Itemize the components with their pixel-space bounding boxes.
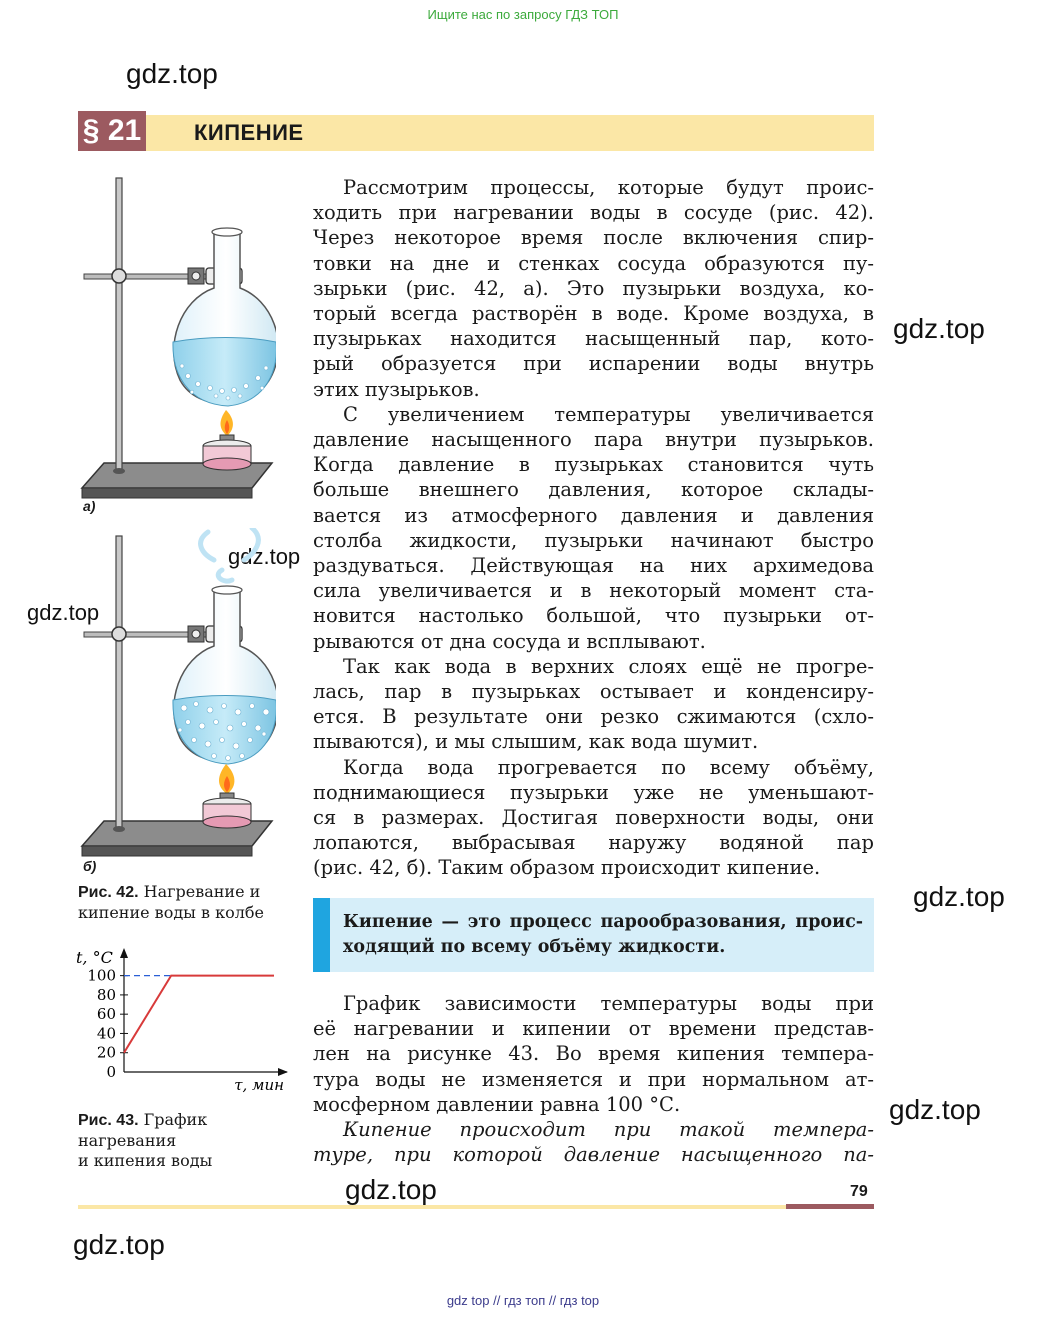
text-line: товки на дне и стенках сосуда образуются пу- xyxy=(313,251,874,275)
definition-line: Кипение — это процесс парообразования, проис- xyxy=(343,912,863,932)
text-line: раздуваться. Действующая на них архимедова xyxy=(313,554,874,578)
text-line: вается из атмосферного давления и давления xyxy=(313,503,874,527)
text-line: зырьки (рис. 42, а). Это пузырьки воздуха, ко- xyxy=(313,276,874,300)
text-line: ходить при нагревании воды в сосуде (рис. 42). xyxy=(313,201,874,225)
text-line: Так как вода в верхних слоях ещё не прогре- xyxy=(343,654,874,678)
text-line: ся в размерах. Достигая поверхности воды, они xyxy=(313,806,874,830)
y-tick-label: 60 xyxy=(96,1005,116,1024)
footer-line xyxy=(78,1205,786,1209)
text-line: этих пузырьков. xyxy=(313,377,480,401)
watermark: gdz.top xyxy=(228,544,301,569)
text-line: пываются), и мы слышим, как вода шумит. xyxy=(313,730,759,754)
x-axis-label: τ, мин xyxy=(234,1076,284,1094)
y-tick-label: 100 xyxy=(87,966,116,985)
y-tick-label: 40 xyxy=(96,1024,116,1043)
caption-line: нагревания xyxy=(78,1131,177,1150)
text-line: тура воды не изменяется и при нормальном ат- xyxy=(313,1067,874,1091)
definition-accent xyxy=(313,898,330,972)
page-number: 79 xyxy=(850,1183,868,1200)
search-banner[interactable]: Ищите нас по запросу ГДЗ ТОП xyxy=(427,7,619,22)
text-line: больше внешнего давления, которое склады- xyxy=(313,478,874,502)
text-line: лен на рисунке 43. Во время кипения темпера- xyxy=(313,1042,874,1066)
section-number: § 21 xyxy=(78,111,146,151)
x-axis-arrow xyxy=(278,1068,288,1076)
y-axis-label: t, °C xyxy=(76,948,113,967)
footer-accent xyxy=(786,1204,874,1209)
watermark: gdz.top xyxy=(126,58,218,89)
text-line: сила увеличивается и в некоторый момент ста- xyxy=(313,579,874,603)
caption-line xyxy=(78,882,264,903)
bottom-links[interactable]: gdz top // гдз топ // гдз top xyxy=(446,1293,600,1308)
text-line: поднимающиеся пузырьки уже не уменьшают- xyxy=(313,780,874,804)
text-line: Когда вода прогревается по всему объёму, xyxy=(343,755,874,779)
text-line: Рассмотрим процессы, которые будут проис- xyxy=(343,176,874,199)
text-line: её нагревании и кипении от времени представ- xyxy=(313,1017,874,1041)
text-line: лась, пар в пузырьках остывает и конденсиру- xyxy=(313,680,874,704)
text-line: График зависимости температуры воды при xyxy=(343,992,874,1015)
caption-text: Нагревание и xyxy=(138,882,261,901)
caption-text: График xyxy=(138,1110,208,1129)
text-line: мосферном давлении равна 100 °С. xyxy=(313,1092,681,1116)
text-line: Когда давление в пузырьках становится чуть xyxy=(313,453,874,477)
figure-42a-label: а) xyxy=(83,498,96,514)
watermark: gdz.top xyxy=(913,881,1005,912)
text-line-italic: Кипение происходит при такой темпера- xyxy=(343,1118,874,1142)
figure-43-chart xyxy=(72,944,292,1094)
text-line: (рис. 42, б). Таким образом происходит кипение. xyxy=(313,856,821,880)
y-axis-arrow xyxy=(120,948,128,958)
text-line: лопаются, выбрасывая наружу водяной пар xyxy=(313,831,874,855)
figure-43-caption xyxy=(78,1110,212,1171)
figure-42a-flask xyxy=(76,170,276,500)
text-line: столба жидкости, пузырьки начинают быстро xyxy=(313,528,874,552)
y-tick-label: 0 xyxy=(106,1063,116,1081)
y-tick-label: 20 xyxy=(96,1043,116,1062)
text-line: пузырьках находится насыщенный пар, кото- xyxy=(313,327,874,351)
figure-42b-flask xyxy=(76,528,276,858)
text-line: давление насыщенного пара внутри пузырьков. xyxy=(313,428,874,452)
text-line: новится настолько большой, что пузырьки от- xyxy=(313,604,874,628)
text-line: рываются от дна сосуда и всплывают. xyxy=(313,629,706,653)
definition-line: ходящий по всему объёму жидкости. xyxy=(343,937,726,957)
caption-label: Рис. 42. xyxy=(78,884,139,901)
watermark: gdz.top xyxy=(27,600,100,625)
body-text xyxy=(313,175,874,881)
caption-label: Рис. 43. xyxy=(78,1112,139,1129)
watermark: gdz.top xyxy=(345,1174,437,1205)
text-line: ется. В результате они резко сжимаются (схло- xyxy=(313,705,874,729)
text-line: торый всегда растворён в воде. Кроме воздуха, в xyxy=(313,302,874,326)
figure-42-caption xyxy=(78,882,264,923)
text-line: Через некоторое время после включения спир- xyxy=(313,226,874,250)
text-line: С увеличением температуры увеличивается xyxy=(343,402,874,426)
y-tick-label: 80 xyxy=(96,985,116,1004)
caption-line: и кипения воды xyxy=(78,1151,213,1170)
figure-42b-label: б) xyxy=(83,858,97,874)
text-line: рый образуется при испарении воды внутрь xyxy=(313,352,874,376)
caption-line xyxy=(78,1110,212,1131)
section-title: КИПЕНИЕ xyxy=(194,120,304,145)
watermark: gdz.top xyxy=(893,313,985,344)
text-line-italic: туре, при которой давление насыщенного па- xyxy=(313,1143,874,1167)
definition-text xyxy=(343,910,863,960)
watermark: gdz.top xyxy=(889,1094,981,1125)
watermark: gdz.top xyxy=(73,1229,165,1260)
body-text-2 xyxy=(313,991,874,1167)
temperature-series-line xyxy=(124,976,274,1053)
caption-line: кипение воды в колбе xyxy=(78,903,264,922)
